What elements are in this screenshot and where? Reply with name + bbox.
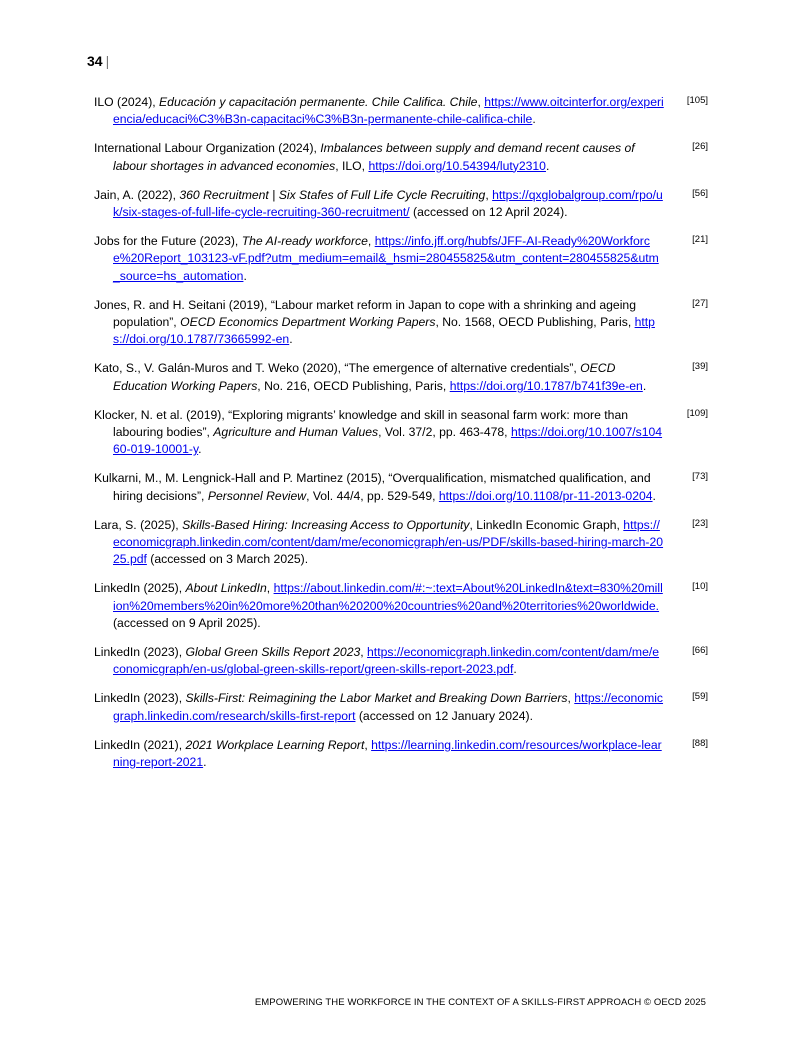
reference-title: Personnel Review xyxy=(207,488,307,503)
reference-details: , xyxy=(477,95,485,109)
reference-number: [88] xyxy=(692,737,708,749)
reference-authors: ILO (2024), xyxy=(94,95,160,109)
reference-suffix: . xyxy=(243,268,247,283)
reference-link[interactable]: https://doi.org/10.1787/b741f39e-en xyxy=(449,378,643,393)
reference-details: , xyxy=(266,581,274,596)
reference-suffix: (accessed on 9 April 2025). xyxy=(113,615,261,630)
reference-number: [105] xyxy=(686,95,708,106)
reference-number: [39] xyxy=(692,361,708,373)
reference-link[interactable]: https://economicgraph.linkedin.com/content/dam/me/economicgraph/en-us/global-green-skills-report/green-skills-report-2023.pdf xyxy=(113,645,660,677)
reference-details: , xyxy=(567,691,575,706)
reference-details: , LinkedIn Economic Graph, xyxy=(469,517,624,532)
reference-authors: LinkedIn (2023), xyxy=(94,645,186,660)
reference-authors: Klocker, N. et al. (2019), “Exploring migrants’ knowledge and skill in seasonal farm work: more than labouring bodies”, xyxy=(94,407,629,440)
reference-details: , xyxy=(485,187,493,202)
reference-entry xyxy=(94,580,708,632)
reference-link[interactable]: https://economicgraph.linkedin.com/content/dam/me/economicgraph/en-us/PDF/skills-based-hiring-march-2025.pdf xyxy=(113,517,664,567)
reference-entry xyxy=(94,140,708,174)
reference-title: Skills-Based Hiring: Increasing Access to Opportunity xyxy=(182,517,470,532)
page-footer: EMPOWERING THE WORKFORCE IN THE CONTEXT OF A SKILLS-FIRST APPROACH © OECD 2025 xyxy=(254,997,706,1008)
reference-suffix: . xyxy=(289,332,293,347)
reference-title: About LinkedIn xyxy=(185,581,267,596)
reference-link[interactable]: https://economicgraph.linkedin.com/research/skills-first-report xyxy=(113,691,664,723)
reference-number: [66] xyxy=(692,645,708,657)
reference-authors: International Labour Organization (2024), xyxy=(94,141,321,156)
reference-number: [26] xyxy=(692,141,708,153)
reference-entry xyxy=(94,690,708,724)
reference-entry xyxy=(94,94,708,128)
reference-number: [23] xyxy=(692,517,708,529)
reference-details: , xyxy=(367,234,375,249)
reference-number: [109] xyxy=(686,407,708,419)
reference-details: , Vol. 44/4, pp. 529-549, xyxy=(306,488,439,503)
reference-suffix: (accessed on 12 April 2024). xyxy=(409,205,568,220)
reference-entry xyxy=(94,360,708,394)
reference-suffix: (accessed on 12 January 2024). xyxy=(355,708,533,723)
reference-entry xyxy=(94,470,708,504)
reference-authors: LinkedIn (2025), xyxy=(94,581,186,596)
reference-details: , ILO, xyxy=(335,158,369,173)
reference-suffix: . xyxy=(203,755,207,770)
reference-authors: Lara, S. (2025), xyxy=(94,517,183,532)
reference-suffix: . xyxy=(513,662,517,677)
reference-title: OECD Economics Department Working Papers xyxy=(180,315,436,330)
reference-details: , xyxy=(364,737,372,752)
reference-suffix: . xyxy=(545,158,550,173)
reference-title: Imbalances between supply and demand recent causes of labour shortages in advanced economies xyxy=(113,141,635,173)
reference-link[interactable]: https://qxglobalgroup.com/rpo/uk/six-stages-of-full-life-cycle-recruiting-360-recruitment/ xyxy=(113,187,663,220)
reference-number: [21] xyxy=(692,234,708,246)
reference-number: [27] xyxy=(692,297,708,309)
reference-title: 360 Recruitment | Six Stafes of Full Life Cycle Recruiting xyxy=(179,187,486,202)
reference-link[interactable]: https://doi.org/10.1108/pr-11-2013-0204 xyxy=(438,488,653,503)
reference-title: The AI-ready workforce xyxy=(241,234,368,249)
reference-title: Educación y capacitación permanente. Chile Califica. Chile xyxy=(159,95,478,109)
reference-authors: Kulkarni, M., M. Lengnick-Hall and P. Martinez (2015), “Overqualification, mismatched qualification, and hiring decisions”, xyxy=(94,471,651,503)
reference-title: Global Green Skills Report 2023 xyxy=(185,645,361,660)
reference-link[interactable]: https://learning.linkedin.com/resources/workplace-learning-report-2021 xyxy=(113,737,662,770)
reference-list xyxy=(94,94,708,783)
reference-link[interactable]: https://www.oitcinterfor.org/experiencia/educaci%C3%B3n-capacitaci%C3%B3n-permanente-chile-califica-chile xyxy=(113,95,664,127)
reference-title: Skills-First: Reimagining the Labor Market and Breaking Down Barriers xyxy=(185,691,568,706)
page-number-value: 34 xyxy=(87,53,103,69)
reference-number: [10] xyxy=(692,581,708,593)
reference-entry xyxy=(94,233,708,285)
reference-authors: LinkedIn (2021), xyxy=(94,737,186,752)
reference-entry xyxy=(94,517,708,569)
reference-authors: Jones, R. and H. Seitani (2019), “Labour market reform in Japan to cope with a shrinking and ageing population”, xyxy=(94,297,636,330)
page-number-separator: | xyxy=(105,53,110,69)
reference-title: OECD Education Working Papers xyxy=(113,361,616,393)
reference-entry xyxy=(94,187,708,221)
reference-entry xyxy=(94,737,708,771)
reference-details: , No. 216, OECD Publishing, Paris, xyxy=(257,378,450,393)
reference-suffix: . xyxy=(532,112,536,127)
reference-link[interactable]: https://doi.org/10.54394/luty2310 xyxy=(368,158,546,173)
reference-details: , xyxy=(360,645,368,660)
reference-link[interactable]: https://doi.org/10.1007/s10460-019-10001-y xyxy=(113,425,663,457)
reference-details: , No. 1568, OECD Publishing, Paris, xyxy=(435,315,635,330)
reference-number: [73] xyxy=(692,471,708,483)
reference-number: [59] xyxy=(692,691,708,703)
reference-title: Agriculture and Human Values xyxy=(213,425,379,440)
reference-suffix: (accessed on 3 March 2025). xyxy=(146,552,309,567)
reference-authors: Jobs for the Future (2023), xyxy=(94,234,242,249)
reference-authors: LinkedIn (2023), xyxy=(94,691,186,706)
reference-number: [56] xyxy=(692,187,708,199)
reference-link[interactable]: https://doi.org/10.1787/73665992-en xyxy=(113,315,655,347)
reference-entry xyxy=(94,297,708,349)
page-number xyxy=(87,53,109,69)
reference-entry xyxy=(94,644,708,678)
reference-entry xyxy=(94,407,708,459)
reference-authors: Jain, A. (2022), xyxy=(94,187,180,202)
reference-suffix: . xyxy=(198,442,202,457)
reference-suffix: . xyxy=(642,378,647,393)
reference-authors: Kato, S., V. Galán-Muros and T. Weko (2020), “The emergence of alternative credentials”, xyxy=(94,361,581,376)
reference-details: , Vol. 37/2, pp. 463-478, xyxy=(378,425,511,440)
reference-link[interactable]: https://about.linkedin.com/#:~:text=About%20LinkedIn&text=830%20million%20members%20in%20more%20than%20200%20countries%20and%20territories%20worldwide. xyxy=(113,581,663,613)
reference-title: 2021 Workplace Learning Report xyxy=(185,737,365,752)
reference-suffix: . xyxy=(652,488,656,503)
reference-link[interactable]: https://info.jff.org/hubfs/JFF-AI-Ready%20Workforce%20Report_103123-vF.pdf?utm_medium=email&_hsmi=280455825&utm_content=280455825&utm_source=hs_automation xyxy=(113,234,659,283)
